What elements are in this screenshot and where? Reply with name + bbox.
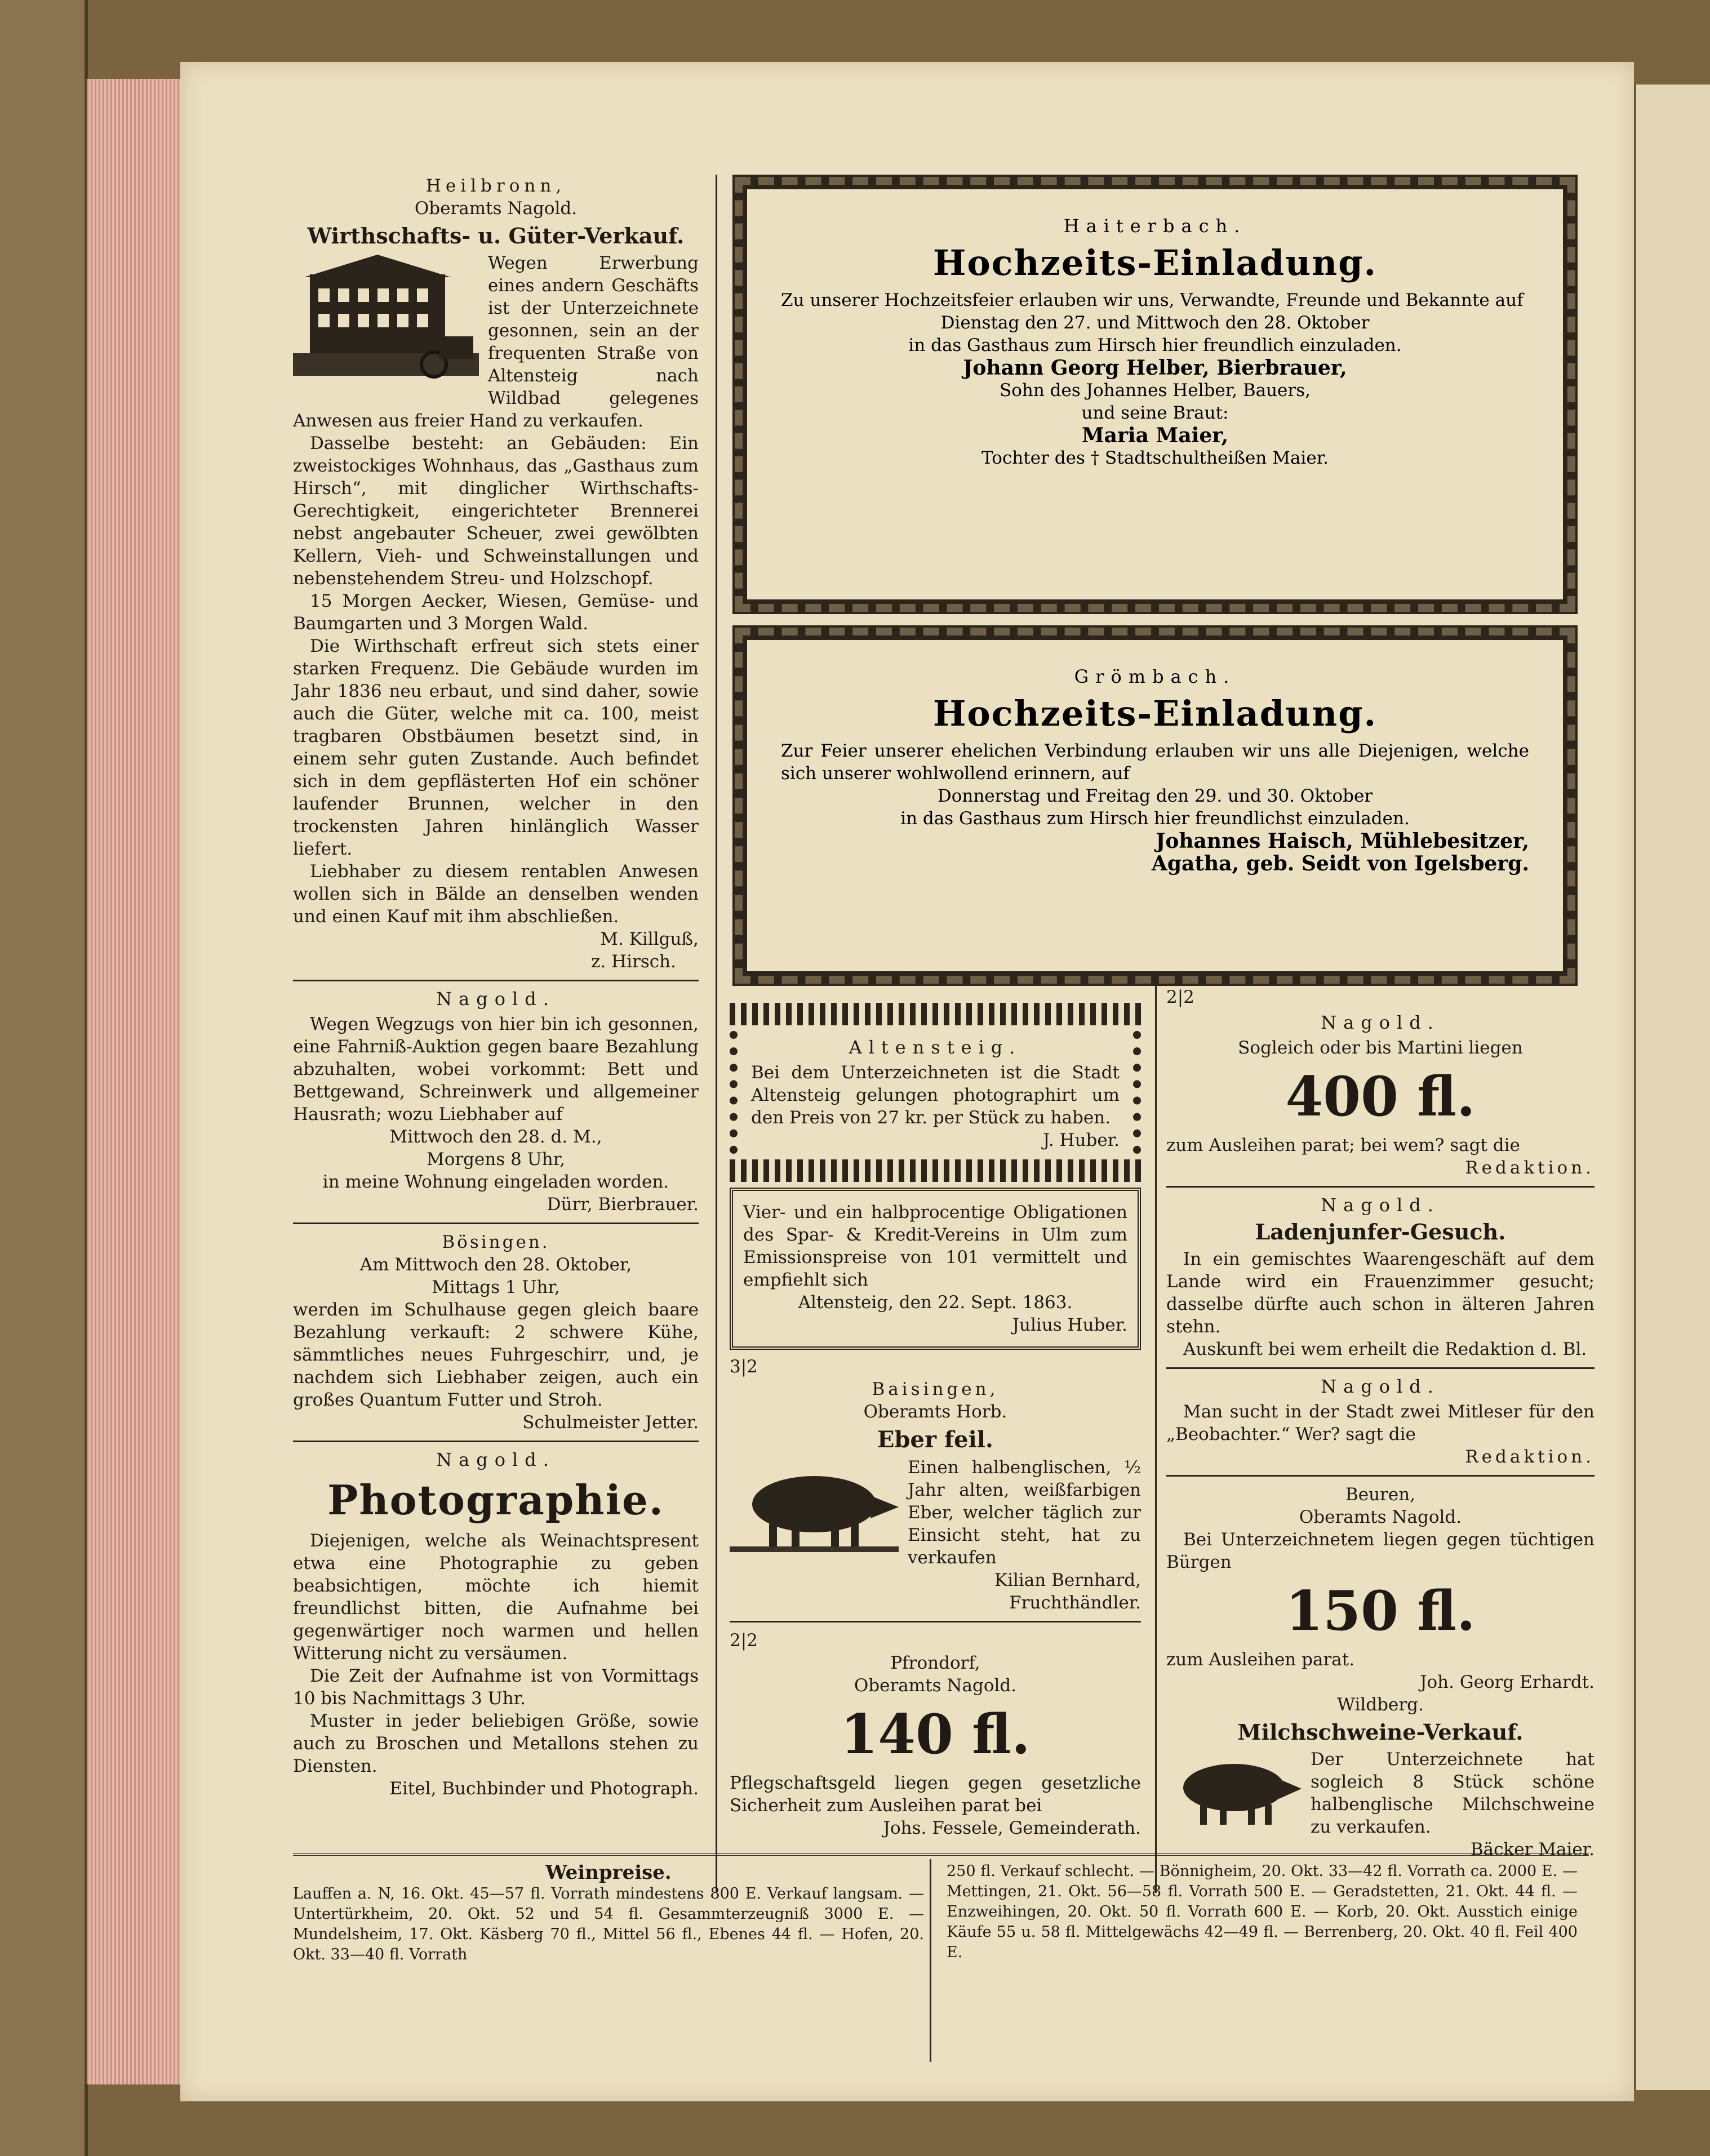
section-heading: Weinpreise. — [545, 1861, 672, 1884]
venue: in das Gasthaus zum Hirsch hier freundlichst einzuladen. — [900, 808, 1410, 829]
place: Altensteig. — [849, 1037, 1022, 1058]
divider — [293, 1441, 699, 1442]
page-edges — [85, 79, 183, 2084]
divider — [293, 980, 699, 981]
signature: Redaktion. — [1465, 1158, 1594, 1178]
signature: Fruchthändler. — [1009, 1593, 1141, 1613]
column-rule — [1155, 986, 1157, 1893]
place: Heilbronn, — [425, 176, 566, 196]
ornament-band — [730, 1003, 1141, 1025]
signature: Bäcker Maier. — [1470, 1839, 1594, 1860]
venue: in das Gasthaus zum Hirsch hier freundlich einzuladen. — [908, 335, 1402, 355]
district: Oberamts Horb. — [863, 1402, 1007, 1422]
ad-body: in meine Wohnung eingeladen worden. — [322, 1172, 669, 1192]
signature: Julius Huber. — [1012, 1315, 1127, 1335]
ad-body: zum Ausleihen parat. — [1166, 1650, 1355, 1670]
left-column — [293, 175, 699, 1800]
divider — [293, 1223, 699, 1224]
conjunction: und seine Braut: — [1081, 403, 1229, 423]
signature: J. Huber. — [1042, 1130, 1120, 1150]
time: Morgens 8 Uhr, — [426, 1149, 566, 1170]
groom-info: Sohn des Johannes Helber, Bauers, — [1000, 380, 1311, 401]
bride-name: Maria Maier, — [1081, 424, 1229, 447]
place: Pfrondorf, — [890, 1653, 980, 1673]
bride-info: Tochter des † Stadtschultheißen Maier. — [981, 448, 1329, 468]
place: Nagold. — [1321, 1376, 1440, 1397]
district: Oberamts Nagold. — [1299, 1507, 1462, 1527]
time: Mittags 1 Uhr, — [432, 1277, 560, 1297]
ad-body: Der Unterzeichnete hat sogleich 8 Stück schöne halbenglische Milchschweine zu verkaufen. — [1311, 1749, 1594, 1837]
divider — [1166, 1186, 1594, 1188]
pig-illustration — [1166, 1748, 1302, 1833]
groom-name: Johannes Haisch, Mühlebesitzer, — [1156, 829, 1529, 853]
wedding-invitation-frame — [732, 175, 1578, 614]
divider — [1166, 1367, 1594, 1369]
inn-illustration — [293, 252, 479, 387]
signature: Eitel, Buchbinder und Photograph. — [389, 1779, 699, 1799]
altensteig-ad — [730, 1031, 1141, 1154]
ad-body: Wegen Erwerbung eines andern Geschäfts ist der Unterzeichnete gesonnen, sein an der frequenten Straße von Altensteig nach Wildbad gelegenes Anwesen aus freier Hand zu verkaufen. — [293, 253, 699, 431]
date: Dienstag den 27. und Mittwoch den 28. Oktober — [940, 313, 1370, 333]
signature: z. Hirsch. — [591, 952, 676, 972]
groom-name: Johann Georg Helber, Bierbrauer, — [963, 356, 1347, 380]
ad-body: 15 Morgen Aecker, Wiesen, Gemüse- und Baumgarten und 3 Morgen Wald. — [293, 591, 699, 634]
ad-body: Auskunft bei wem erheilt die Redaktion d. Bl. — [1183, 1339, 1587, 1359]
date: Am Mittwoch den 28. Oktober, — [359, 1255, 632, 1275]
ad-body: Muster in jeder beliebigen Größe, sowie auch zu Broschen und Metallons stehen zu Diensten. — [293, 1711, 699, 1776]
ad-body: Die Zeit der Aufnahme ist von Vormittags 10 bis Nachmittags 3 Uhr. — [293, 1666, 699, 1709]
issue-mark: 2|2 — [730, 1630, 758, 1651]
ad-heading: Photographie. — [327, 1476, 664, 1524]
divider — [1166, 1475, 1594, 1477]
loan-amount: 400 fl. — [1285, 1065, 1476, 1128]
signature: M. Killguß, — [600, 929, 699, 949]
ornament-band — [730, 1159, 1141, 1182]
place: Haiterbach. — [1063, 215, 1247, 237]
loan-amount: 140 fl. — [840, 1702, 1031, 1766]
date: Mittwoch den 28. d. M., — [389, 1127, 602, 1147]
ad-body: zum Ausleihen parat; bei wem? sagt die — [1166, 1135, 1520, 1155]
wine-prices-text: 250 fl. Verkauf schlecht. — Bönnigheim, 20. Okt. 33—42 fl. Vorrath ca. 2000 E. — Mettingen, 21. Okt. 56—58 fl. Vorrath 500 E. — Geradstetten, 21. Okt. 44 fl. — Enzweihingen, 20. Okt. 50 fl. Vorrath 600 E. — Korb, 20. Okt. Ausstich einige Käufe 55 u. 58 fl. Mittelgewächs 42—49 fl. — Berrenberg, 20. Okt. 40 fl. Feil 400 E. — [947, 1862, 1578, 1961]
ad-body: Sogleich oder bis Martini liegen — [1238, 1038, 1523, 1058]
ad-body: Einen halbenglischen, ½ Jahr alten, weißfarbigen Eber, welcher täglich zur Einsicht steht, hat zu verkaufen — [908, 1457, 1141, 1568]
issue-mark: 3|2 — [730, 1357, 758, 1377]
place: Bösingen. — [442, 1232, 550, 1252]
ad-body: In ein gemischtes Waarengeschäft auf dem Lande wird ein Frauenzimmer gesucht; dasselbe dürfte auch schon in älteren Jahren stehn. — [1166, 1249, 1594, 1337]
wine-prices-text: Lauffen a. N, 16. Okt. 45—57 fl. Vorrath mindestens 800 E. Verkauf langsam. — Untertürkheim, 20. Okt. 52 und 54 fl. Gesammterzeugniß 3000 E. — Mundelsheim, 17. Okt. Käsberg 70 fl., Mittel 56 fl., Ebenes 44 fl. — Hofen, 20. Okt. 33—40 fl. Vorrath — [293, 1885, 924, 1963]
signature: Kilian Bernhard, — [994, 1570, 1141, 1590]
wine-prices-section — [293, 1853, 1589, 1965]
boar-illustration — [730, 1456, 899, 1558]
place: Grömbach. — [1074, 666, 1236, 687]
signature: Redaktion. — [1465, 1447, 1594, 1467]
divider — [730, 1621, 1141, 1622]
ad-body: Bei dem Unterzeichneten ist die Stadt Altensteig gelungen photographirt um den Preis von 27 kr. per Stück zu haben. — [751, 1063, 1120, 1128]
ad-body: werden im Schulhause gegen gleich baare Bezahlung verkauft: 2 schwere Kühe, sämmtliches neues Fuhrgeschirr, und, je nachdem sich Liebhaber zeigen, auch ein großes Quantum Futter und Stroh. — [293, 1300, 699, 1410]
issue-mark: 2|2 — [1166, 987, 1194, 1007]
wedding-invitation-frame — [732, 625, 1578, 986]
facing-page-edge — [1634, 85, 1710, 2090]
district: Oberamts Nagold. — [414, 198, 578, 219]
ad-heading: Hochzeits-Einladung. — [932, 242, 1378, 283]
signature: Joh. Georg Erhardt. — [1420, 1672, 1594, 1692]
place: Beuren, — [1345, 1484, 1416, 1505]
place: Nagold. — [1321, 1194, 1440, 1216]
district: Oberamts Nagold. — [854, 1675, 1017, 1696]
ad-body: Liebhaber zu diesem rentablen Anwesen wollen sich in Bälde an denselben wenden und einen Kauf mit ihm abschließen. — [293, 861, 699, 927]
book-cover — [0, 0, 88, 2156]
ad-body: Man sucht in der Stadt zwei Mitleser für den „Beobachter.“ Wer? sagt die — [1166, 1402, 1594, 1444]
date: Altensteig, den 22. Sept. 1863. — [798, 1292, 1073, 1313]
place: Baisingen, — [872, 1379, 999, 1399]
ad-body: Zur Feier unserer ehelichen Verbindung erlauben wir uns alle Diejenigen, welche sich unserer wohlwollend erinnern, auf — [781, 741, 1529, 784]
place: Nagold. — [1321, 1012, 1440, 1033]
ad-heading: Wirthschafts- u. Güter-Verkauf. — [307, 223, 685, 248]
place: Nagold. — [436, 988, 556, 1010]
ad-heading: Eber feil. — [877, 1426, 993, 1453]
loan-amount: 150 fl. — [1285, 1579, 1476, 1643]
ad-body: Bei Unterzeichnetem liegen gegen tüchtigen Bürgen — [1166, 1530, 1594, 1572]
place: Wildberg. — [1337, 1695, 1424, 1715]
ad-heading: Hochzeits-Einladung. — [932, 693, 1378, 734]
obligationen-box — [730, 1188, 1141, 1350]
ad-heading: Ladenjunfer-Gesuch. — [1255, 1219, 1506, 1244]
ad-heading: Milchschweine-Verkauf. — [1237, 1719, 1524, 1745]
place: Nagold. — [436, 1449, 556, 1470]
signature: Dürr, Bierbrauer. — [547, 1194, 699, 1215]
newspaper-page — [180, 62, 1634, 2101]
bride-name: Agatha, geb. Seidt von Igelsberg. — [1151, 852, 1529, 875]
ad-body: Dasselbe besteht: an Gebäuden: Ein zweistockiges Wohnhaus, das „Gasthaus zum Hirsch“, mit dinglicher Wirthschafts-Gerechtigkeit, eingerichteter Brennerei nebst angebauter Scheuer, zwei gewölbten Kellern, Vieh- und Schweinstallungen und nebenstehendem Streu- und Holzschopf. — [293, 433, 699, 589]
ad-body: Zu unserer Hochzeitsfeier erlauben wir uns, Verwandte, Freunde und Bekannte auf — [781, 290, 1524, 310]
signature: Johs. Fessele, Gemeinderath. — [883, 1818, 1141, 1838]
ad-body: Die Wirthschaft erfreut sich stets einer starken Frequenz. Die Gebäude wurden im Jahr 1836 neu erbaut, und sind daher, sowie auch die Güter, welche mit ca. 100, meist tragbaren Obstbäumen besetzt sind, in einem sehr guten Zustande. Auch befindet sich in dem gepflästerten Hof ein schöner laufender Brunnen, welcher in den trockensten Jahren hinlänglich Wasser liefert. — [293, 636, 699, 859]
ad-body: Vier- und ein halbprocentige Obligationen des Spar- & Kredit-Vereins in Ulm zum Emissionspreise von 101 vermittelt und empfiehlt sich — [743, 1202, 1127, 1290]
column-rule — [716, 175, 717, 1893]
right-column — [1166, 986, 1594, 1861]
ad-body: Diejenigen, welche als Weinachtspresent etwa eine Photographie zu geben beabsichtigen, möchte ich hiemit freundlichst bitten, die Aufnahme bei gegenwärtiger noch warmen und hellen Witterung nicht zu versäumen. — [293, 1531, 699, 1664]
signature: Schulmeister Jetter. — [522, 1412, 699, 1433]
date: Donnerstag und Freitag den 29. und 30. Oktober — [937, 786, 1373, 806]
middle-column — [730, 997, 1141, 1839]
ad-body: Pflegschaftsgeld liegen gegen gesetzliche Sicherheit zum Ausleihen parat bei — [730, 1773, 1141, 1816]
ad-body: Wegen Wegzugs von hier bin ich gesonnen, eine Fahrniß-Auktion gegen baare Bezahlung abzuhalten, wobei vorkommt: Bett und Bettgewand, Schreinwerk und allgemeiner Hausrath; wozu Liebhaber auf — [293, 1014, 699, 1124]
